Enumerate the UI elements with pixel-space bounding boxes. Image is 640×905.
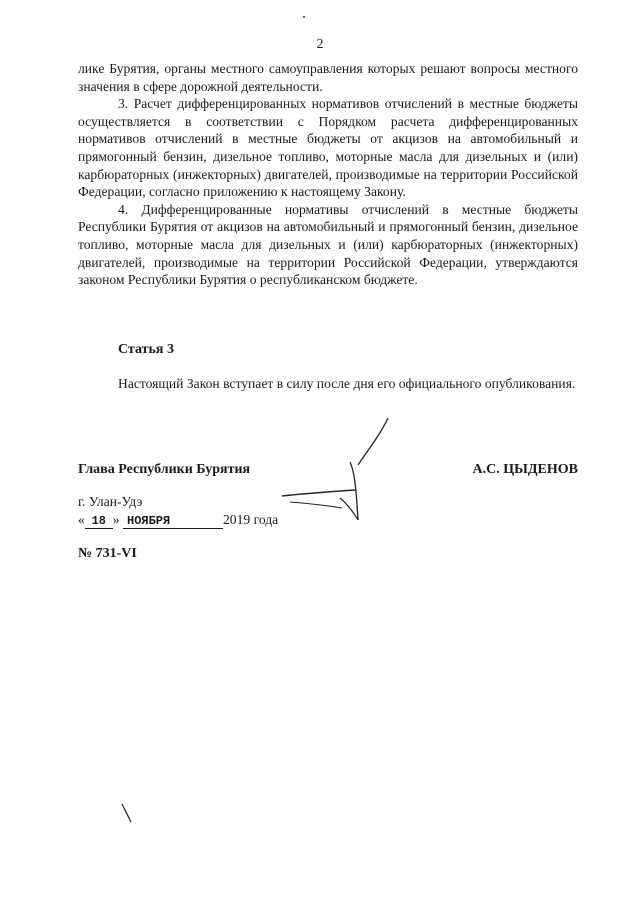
handwritten-signature	[270, 410, 400, 530]
paragraph-3: 3. Расчет дифференцированных нормативов отчислений в местные бюджеты осуществляется в соответствии с Порядком расчета дифференцированных нормативов отчислений в местные бюджеты от акцизов на автомобильный и прямогонный бензин, дизельное топливо, моторные масла для дизельных и (или) карбюраторных (инжекторных) двигателей, производимые на территории Российской Федерации, согласно приложению к настоящему Закону.	[78, 96, 578, 200]
paragraph-continuation: лике Бурятия, органы местного самоуправления которых решают вопросы местного значения в сфере дорожной деятельности.	[78, 61, 578, 94]
body-text	[78, 60, 578, 289]
date-close-quote: »	[112, 512, 120, 527]
article-text: Настоящий Закон вступает в силу после дня его официального опубликования.	[118, 376, 576, 391]
article-heading: Статья 3	[118, 342, 174, 357]
pen-mark	[118, 800, 138, 830]
date-year: 2019 года	[223, 512, 279, 527]
date-line	[78, 512, 278, 529]
signatory-title: Глава Республики Бурятия	[78, 462, 251, 477]
paragraph-4: 4. Дифференцированные нормативы отчислений в местные бюджеты Республики Бурятия от акцизов на автомобильный и прямогонный бензин, дизельное топливо, моторные масла для дизельных и (или) карбюраторных (инжекторных) двигателей, производимые на территории Российской Федерации, утверждаются законом Республики Бурятия о республиканском бюджете.	[78, 201, 578, 288]
scan-speck	[303, 16, 305, 18]
date-day: 18	[85, 514, 113, 529]
date-month: НОЯБРЯ	[123, 514, 223, 529]
date-open-quote: «	[78, 512, 85, 527]
signatory-name: А.С. ЦЫДЕНОВ	[472, 462, 578, 477]
page-number: 2	[316, 37, 324, 52]
city: г. Улан-Удэ	[78, 494, 143, 509]
document-number: № 731-VI	[78, 546, 137, 561]
